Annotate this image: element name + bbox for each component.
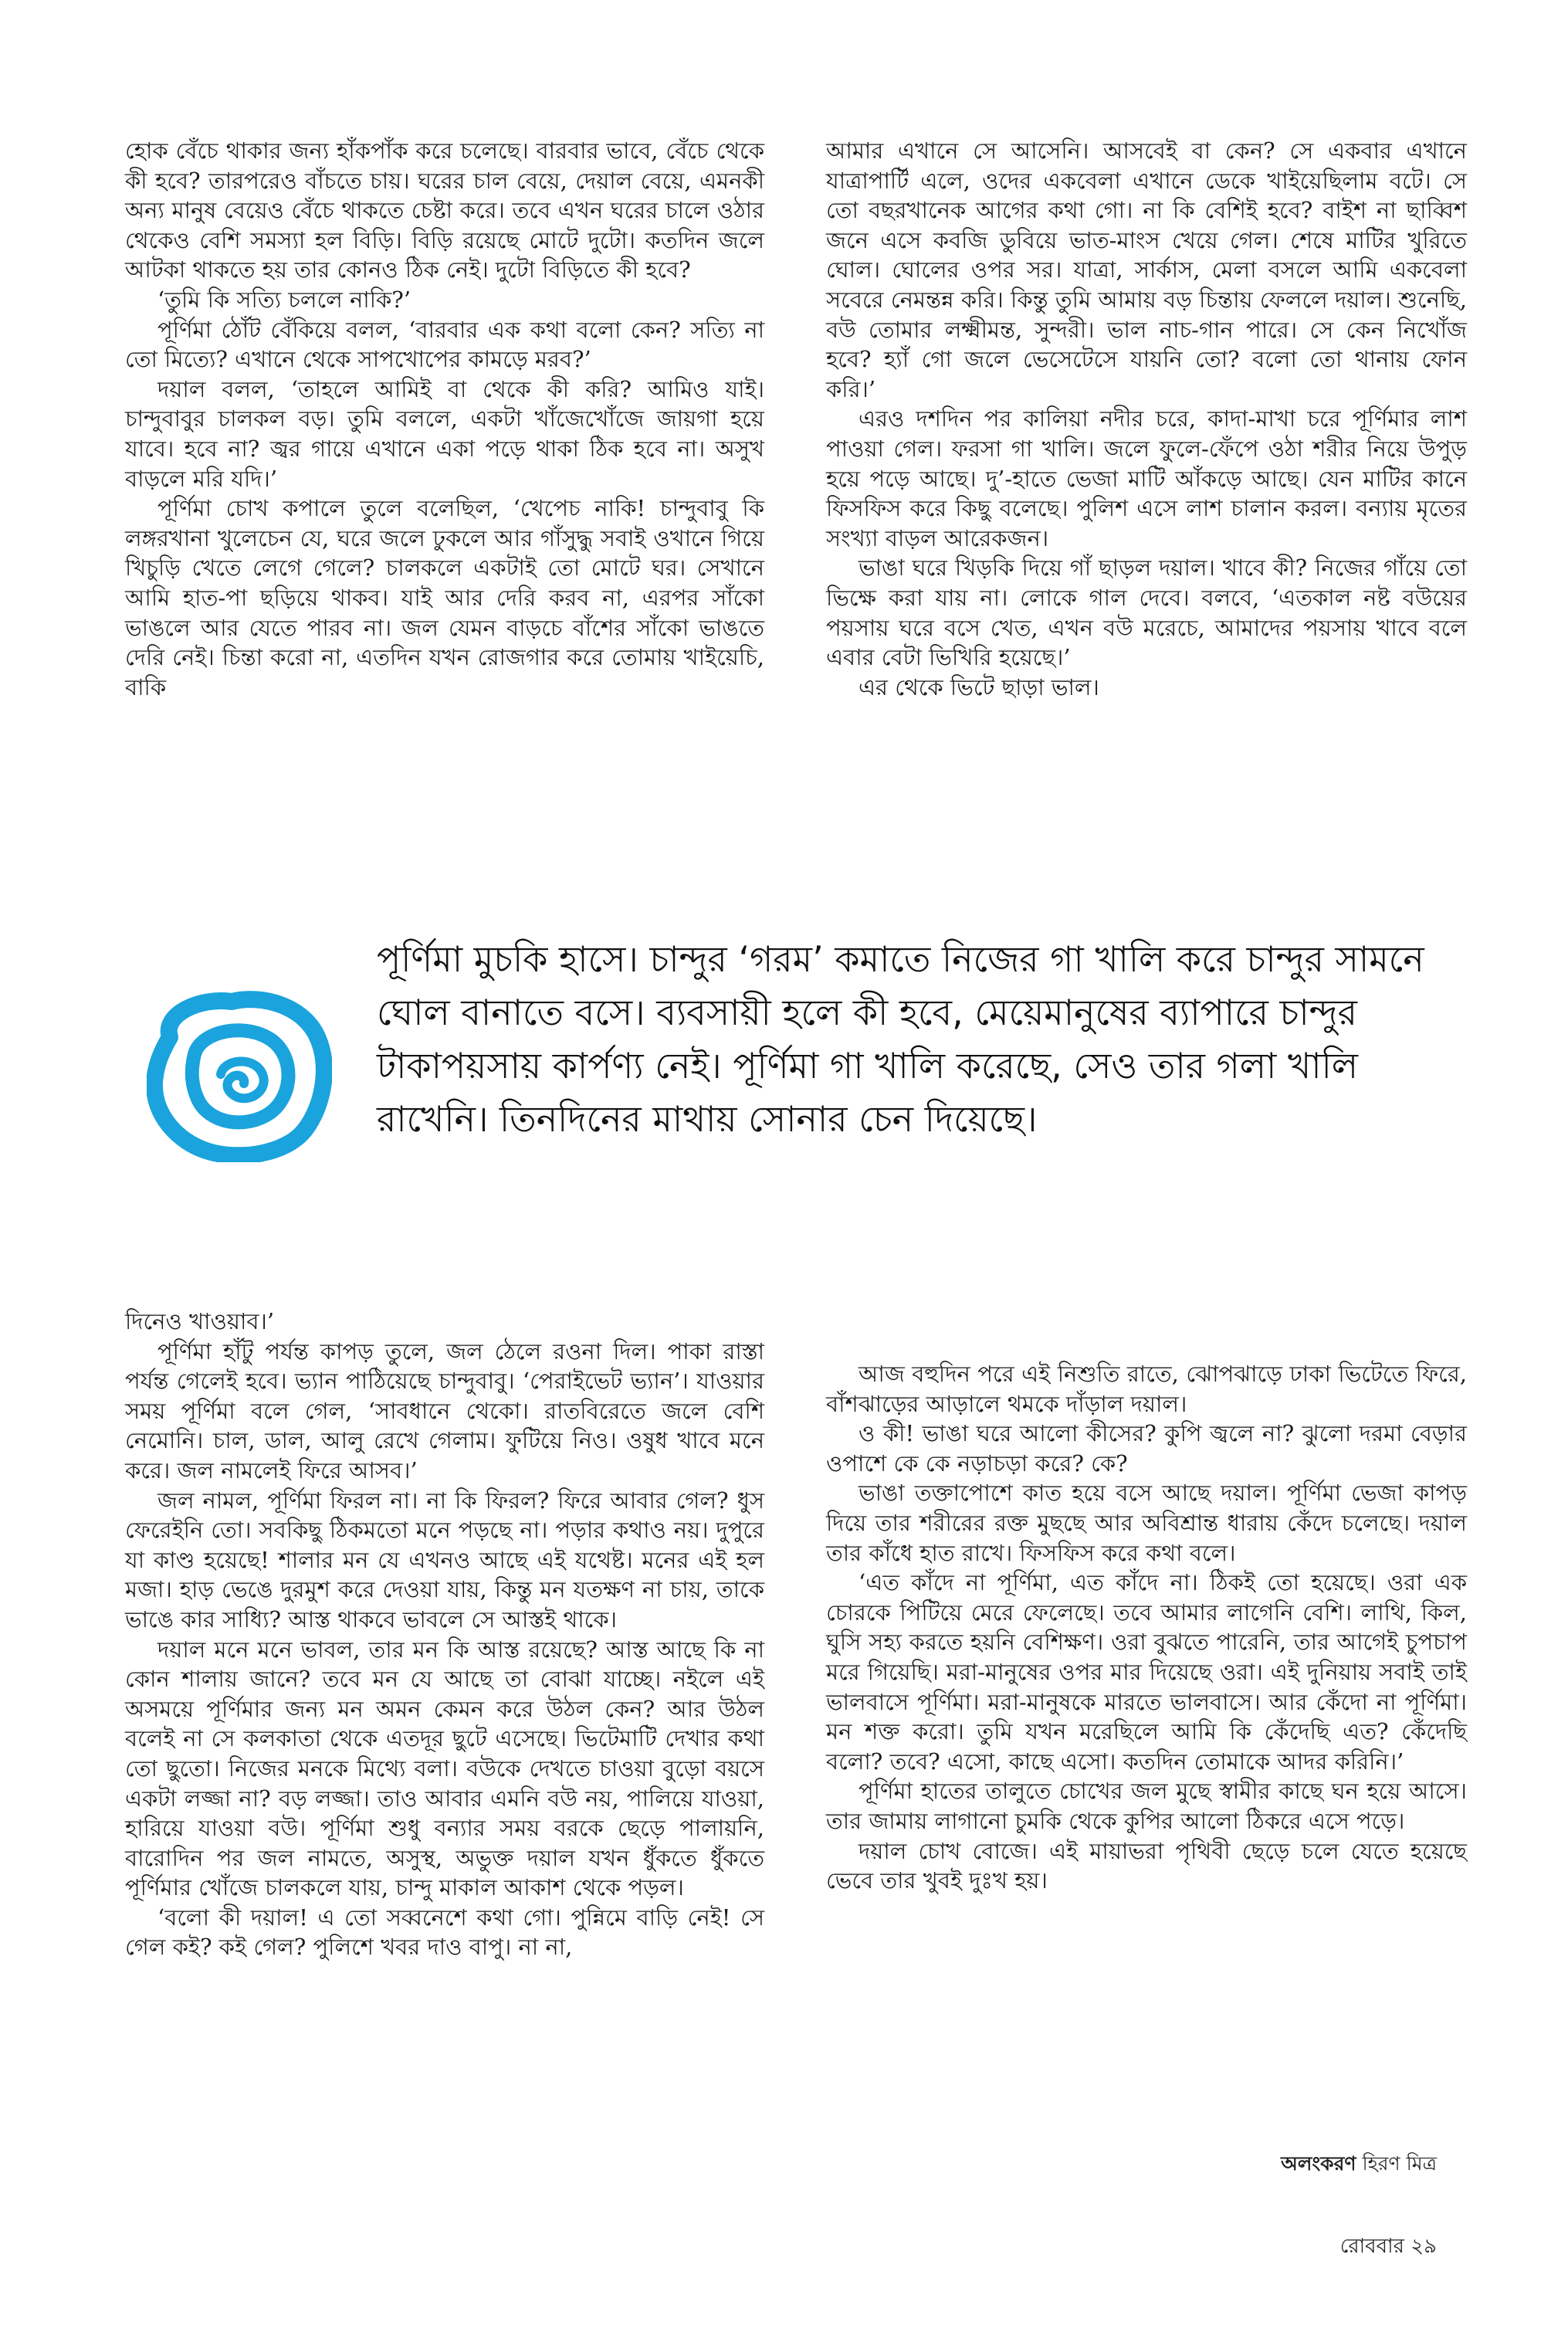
page-footer: রোববার ২৯ — [1339, 2235, 1437, 2258]
body-paragraph: ‘তুমি কি সত্যি চললে নাকি?’ — [157, 286, 411, 313]
rose-icon — [154, 999, 324, 1155]
credit-name: হিরণ মিত্র — [1362, 2152, 1437, 2175]
body-paragraph: এর থেকে ভিটে ছাড়া ভাল। — [859, 673, 1099, 700]
body-paragraph: ভাঙা তক্তাপোশে কাত হয়ে বসে আছে দয়াল। পূর্ণিমা ভেজা কাপড় দিয়ে তার শরীরের রক্ত মুছছে আর অবিশ্রান্ত ধারায় কেঁদে চলেছে। দয়াল তার কাঁধে হাত রাখে। ফিসফিস করে কথা বলে। — [826, 1480, 1467, 1566]
column-bottom-left — [125, 1307, 764, 1962]
body-paragraph: পূর্ণিমা ঠোঁট বেঁকিয়ে বলল, ‘বারবার এক কথা বলো কেন? সত্যি না তো মিত্যে? এখানে থেকে সাপখোপের কামড়ে মরব?’ — [125, 316, 764, 373]
body-paragraph: পূর্ণিমা চোখ কপালে তুলে বলেছিল, ‘খেপেচ নাকি! চান্দুবাবু কি লঙ্গরখানা খুলেচেন যে, ঘরে জলে ঢুকলে আর গাঁসুদ্ধু সবাই ওখানে গিয়ে খিচুড়ি খেতে লেগে গেলে? চালকলে একটাই তো মোটে ঘর। সেখানে আমি হাত-পা ছড়িয়ে থাকব। যাই আর দেরি করব না, এরপর সাঁকো ভাঙলে আর যেতে পারব না। জল যেমন বাড়চে বাঁশের সাঁকো ভাঙতে দেরি নেই। চিন্তা করো না, এতদিন যখন রোজগার করে তোমায় খাইয়েচি, বাকি — [125, 495, 764, 700]
column-bottom-right — [826, 1359, 1467, 1896]
body-paragraph: আমার এখানে সে আসেনি। আসবেই বা কেন? সে একবার এখানে যাত্রাপার্টি এলে, ওদের একবেলা এখানে ডেকে খাইয়েছিলাম বটে। সে তো বছরখানেক আগের কথা গো। না কি বেশিই হবে? বাইশ না ছাব্বিশ জনে এসে কবজি ডুবিয়ে ভাত-মাংস খেয়ে গেল। শেষে মাটির খুরিতে ঘোল। ঘোলের ওপর সর। যাত্রা, সার্কাস, মেলা বসলে আমি একবেলা সবেরে নেমন্তন্ন করি। কিন্তু তুমি আমায় বড় চিন্তায় ফেললে দয়াল। শুনেছি, বউ তোমার লক্ষ্মীমন্ত, সুন্দরী। ভাল নাচ-গান পারে। সে কেন নিখোঁজ হবে? হ্যাঁ গো জলে ভেসেটেসে যায়নি তো? বলো তো থানায় ফোন করি।’ — [826, 137, 1467, 402]
column-top-right — [826, 136, 1467, 702]
body-paragraph: ‘বলো কী দয়াল! এ তো সব্বনেশে কথা গো। পুন্নিমে বাড়ি নেই! সে গেল কই? কই গেল? পুলিশে খবর দাও বাপু। না না, — [125, 1904, 764, 1961]
body-paragraph: দয়াল চোখ বোজে। এই মায়াভরা পৃথিবী ছেড়ে চলে যেতে হয়েছে ভেবে তার খুবই দুঃখ হয়। — [826, 1837, 1467, 1894]
body-paragraph: ‘এত কাঁদে না পূর্ণিমা, এত কাঁদে না। ঠিকই তো হয়েছে। ওরা এক চোরকে পিটিয়ে মেরে ফেলেছে। তবে আমার লাগেনি বেশি। লাথি, কিল, ঘুসি সহ্য করতে হয়নি বেশিক্ষণ। ওরা বুঝতে পারেনি, তার আগেই চুপচাপ মরে গিয়েছি। মরা-মানুষের ওপর মার দিয়েছে ওরা। এই দুনিয়ায় সবাই তাই ভালবাসে পূর্ণিমা। মরা-মানুষকে মারতে ভালবাসে। আর কেঁদো না পূর্ণিমা। মন শক্ত করো। তুমি যখন মরেছিলে আমি কি কেঁদেছি এত? কেঁদেছি বলো? তবে? এসো, কাছে এসো। কতদিন তোমাকে আদর করিনি।’ — [826, 1569, 1467, 1775]
body-paragraph: ও কী! ভাঙা ঘরে আলো কীসের? কুপি জ্বলে না? ঝুলো দরমা বেড়ার ওপাশে কে কে নড়াচড়া করে? কে? — [826, 1420, 1467, 1477]
credit-label: অলংকরণ — [1281, 2152, 1356, 2175]
rose-ornament — [147, 991, 332, 1162]
body-paragraph: ভাঙা ঘরে খিড়কি দিয়ে গাঁ ছাড়ল দয়াল। খাবে কী? নিজের গাঁয়ে তো ভিক্ষে করা যায় না। লোকে গাল দেবে। বলবে, ‘এতকাল নষ্ট বউয়ের পয়সায় ঘরে বসে খেত, এখন বউ মরেচে, আমাদের পয়সায় খাবে বলে এবার বেটা ভিখিরি হয়েছে।’ — [826, 554, 1467, 671]
body-paragraph: দিনেও খাওয়াব।’ — [125, 1308, 275, 1334]
column-top-left — [125, 136, 764, 702]
body-paragraph: পূর্ণিমা হাঁটু পর্যন্ত কাপড় তুলে, জল ঠেলে রওনা দিল। পাকা রাস্তা পর্যন্ত গেলেই হবে। ভ্যান পাঠিয়েছে চান্দুবাবু। ‘পেরাইভেট ভ্যান’। যাওয়ার সময় পূর্ণিমা বলে গেল, ‘সাবধানে থেকো। রাতবিরেতে জলে বেশি নেমোনি। চাল, ডাল, আলু রেখে গেলাম। ফুটিয়ে নিও। ওষুধ খাবে মনে করে। জল নামলেই ফিরে আসব।’ — [125, 1338, 764, 1483]
body-paragraph: আজ বহুদিন পরে এই নিশুতি রাতে, ঝোপঝাড়ে ঢাকা ভিটেতে ফিরে, বাঁশঝাড়ের আড়ালে থমকে দাঁড়াল দয়াল। — [826, 1361, 1467, 1417]
body-paragraph: পূর্ণিমা হাতের তালুতে চোখের জল মুছে স্বামীর কাছে ঘন হয়ে আসে। তার জামায় লাগানো চুমকি থেকে কুপির আলো ঠিকরে এসে পড়ে। — [826, 1778, 1467, 1834]
body-paragraph: এরও দশদিন পর কালিয়া নদীর চরে, কাদা-মাখা চরে পূর্ণিমার লাশ পাওয়া গেল। ফরসা গা খালি। জলে ফুলে-ফেঁপে ওঠা শরীর নিয়ে উপুড় হয়ে পড়ে আছে। দু’-হাতে ভেজা মাটি আঁকড়ে আছে। যেন মাটির কানে ফিসফিস করে কিছু বলেছে। পুলিশ এসে লাশ চালান করল। বন্যায় মৃতের সংখ্যা বাড়ল আরেকজন। — [826, 405, 1467, 551]
body-paragraph: হোক বেঁচে থাকার জন্য হাঁকপাঁক করে চলেছে। বারবার ভাবে, বেঁচে থেকে কী হবে? তারপরেও বাঁচতে চায়। ঘরের চাল বেয়ে, দেয়াল বেয়ে, এমনকী অন্য মানুষ বেয়েও বেঁচে থাকতে চেষ্টা করে। তবে এখন ঘরের চালে ওঠার থেকেও বেশি সমস্যা হল বিড়ি। বিড়ি রয়েছে মোটে দুটো। কতদিন জলে আটকা থাকতে হয় তার কোনও ঠিক নেই। দুটো বিড়িতে কী হবে? — [125, 137, 764, 283]
illustration-credit — [1281, 2148, 1437, 2182]
body-paragraph: জল নামল, পূর্ণিমা ফিরল না। না কি ফিরল? ফিরে আবার গেল? ধুস ফেরেইনি তো। সবকিছু ঠিকমতো মনে পড়ছে না। পড়ার কথাও নয়। দুপুরে যা কাণ্ড হয়েছে! শালার মন যে এখনও আছে এই যথেষ্ট। মনের এই হল মজা। হাড় ভেঙে দুরমুশ করে দেওয়া যায়, কিন্তু মন যতক্ষণ না চায়, তাকে ভাঙে কার সাধ্যি? আস্ত থাকবে ভাবলে সে আস্তই থাকে। — [125, 1487, 764, 1633]
body-paragraph: দয়াল মনে মনে ভাবল, তার মন কি আস্ত রয়েছে? আস্ত আছে কি না কোন শালায় জানে? তবে মন যে আছে তা বোঝা যাচ্ছে। নইলে এই অসময়ে পূর্ণিমার জন্য মন অমন কেমন করে উঠল কেন? আর উঠল বলেই না সে কলকাতা থেকে এতদূর ছুটে এসেছে। ভিটেমাটি দেখার কথা তো ছুতো। নিজের মনকে মিথ্যে বলা। বউকে দেখতে চাওয়া বুড়ো বয়সে একটা লজ্জা না? বড় লজ্জা। তাও আবার এমনি বউ নয়, পালিয়ে যাওয়া, হারিয়ে যাওয়া বউ। পূর্ণিমা শুধু বন্যার সময় বরকে ছেড়ে পালায়নি, বারোদিন পর জল নামতে, অসুস্থ, অভুক্ত দয়াল যখন ধুঁকতে ধুঁকতে পূর্ণিমার খোঁজে চালকলে যায়, চান্দু মাকাল আকাশ থেকে পড়ল। — [125, 1636, 764, 1901]
body-paragraph: দয়াল বলল, ‘তাহলে আমিই বা থেকে কী করি? আমিও যাই। চান্দুবাবুর চালকল বড়। তুমি বললে, একটা খাঁজেখোঁজে জায়গা হয়ে যাবে। হবে না? জ্বর গায়ে এখানে একা পড়ে থাকা ঠিক হবে না। অসুখ বাড়লে মরি যদি।’ — [125, 375, 764, 492]
pull-quote: পূর্ণিমা মুচকি হাসে। চান্দুর ‘গরম’ কমাতে নিজের গা খালি করে চান্দুর সামনে ঘোল বানাতে বসে। ব্যবসায়ী হলে কী হবে, মেয়েমানুষের ব্যাপারে চান্দুর টাকাপয়সায় কার্পণ্য নেই। পূর্ণিমা গা খালি করেছে, সেও তার গলা খালি রাখেনি। তিনদিনের মাথায় সোনার চেন দিয়েছে। — [377, 938, 1424, 1140]
